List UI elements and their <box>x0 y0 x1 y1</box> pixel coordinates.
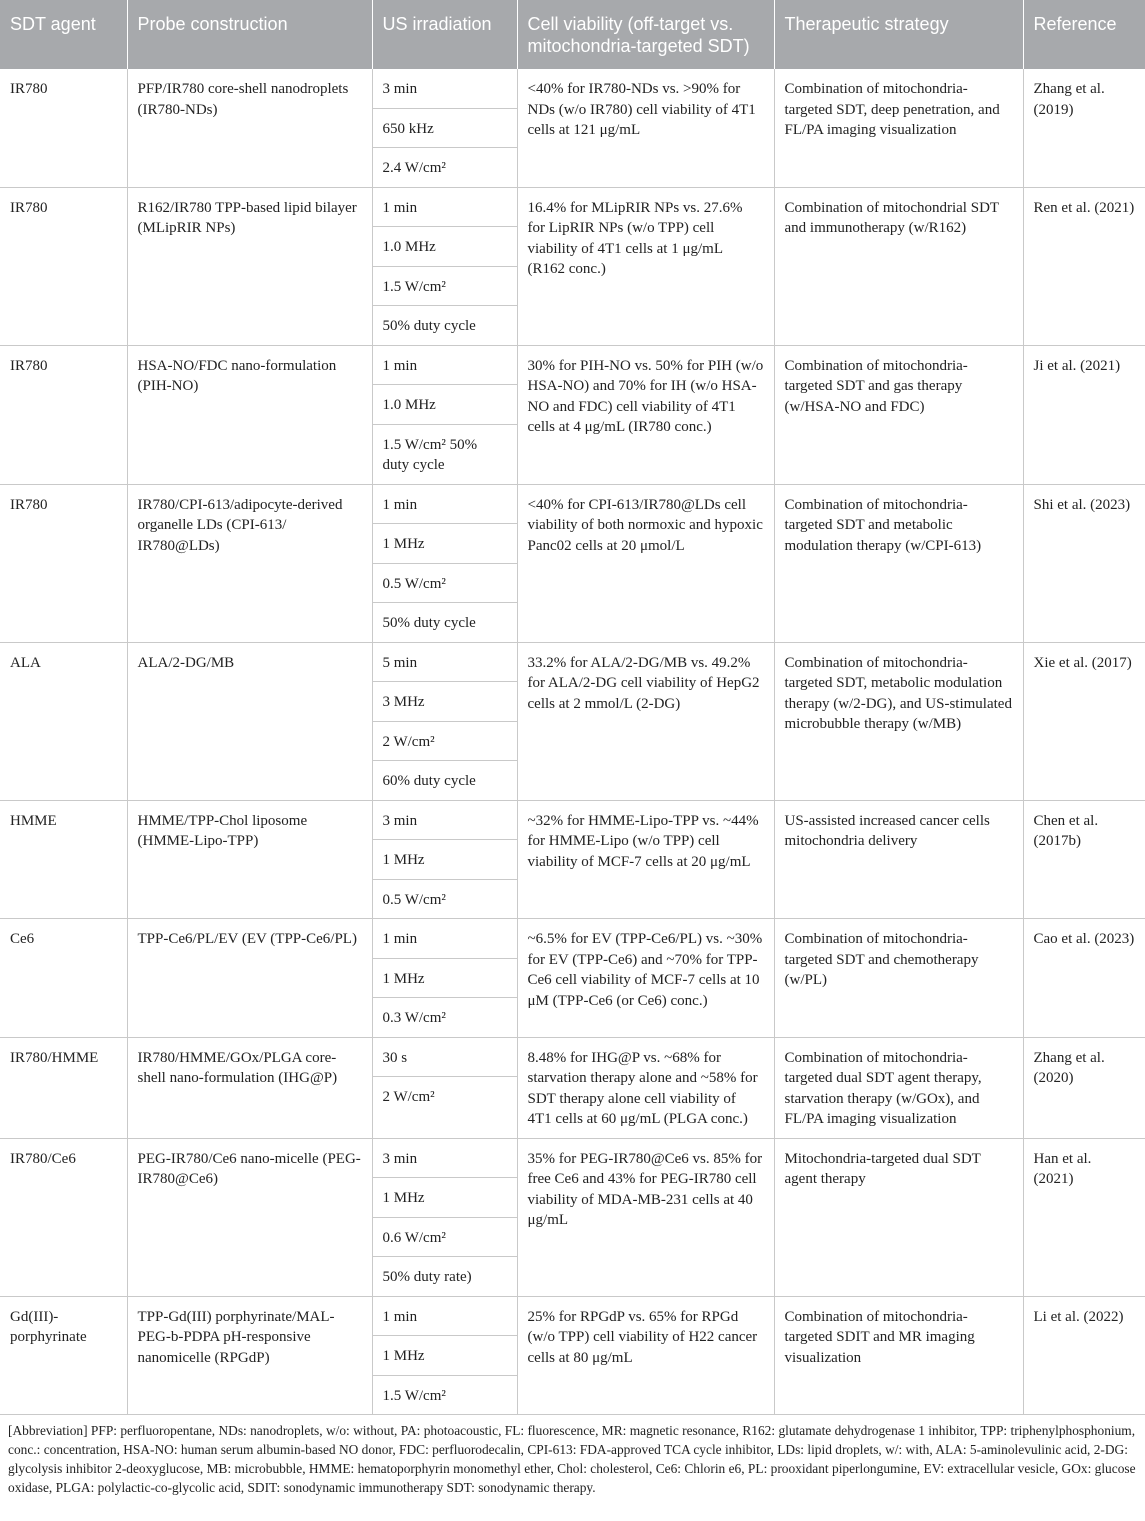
table-row <box>0 187 1145 345</box>
cell-therapeutic-strategy: Combination of mitochondria-targeted SDIT and MR imaging visualization <box>774 1296 1023 1415</box>
cell-us-irradiation <box>372 919 517 1038</box>
cell-sdt-agent: IR780/HMME <box>0 1037 127 1138</box>
cell-reference: Ji et al. (2021) <box>1023 345 1145 484</box>
cell-therapeutic-strategy: Combination of mitochondria-targeted SDT and metabolic modulation therapy (w/CPI-613) <box>774 484 1023 642</box>
us-parameter: 1 MHz <box>373 1336 517 1376</box>
cell-reference: Ren et al. (2021) <box>1023 187 1145 345</box>
cell-cell-viability: 25% for RPGdP vs. 65% for RPGd (w/o TPP) cell viability of H22 cancer cells at 80 μg/mL <box>517 1296 774 1415</box>
us-parameter: 30 s <box>373 1038 517 1078</box>
cell-cell-viability: 8.48% for IHG@P vs. ~68% for starvation therapy alone and ~58% for SDT therapy alone cell viability of 4T1 cells at 60 μg/mL (PLGA conc.) <box>517 1037 774 1138</box>
us-parameter: 1 MHz <box>373 959 517 999</box>
cell-therapeutic-strategy: Combination of mitochondria-targeted SDT, metabolic modulation therapy (w/2-DG), and US-stimulated microbubble therapy (w/MB) <box>774 642 1023 800</box>
cell-reference: Zhang et al. (2019) <box>1023 69 1145 187</box>
header-reference: Reference <box>1023 0 1145 69</box>
us-parameter: 1.0 MHz <box>373 227 517 267</box>
us-parameter: 1 min <box>373 485 517 525</box>
us-parameter: 3 min <box>373 69 517 109</box>
table-row <box>0 1138 1145 1296</box>
cell-reference: Xie et al. (2017) <box>1023 642 1145 800</box>
us-parameter: 50% duty rate) <box>382 1269 472 1285</box>
header-therapeutic-strategy: Therapeutic strategy <box>774 0 1023 69</box>
cell-sdt-agent: IR780/Ce6 <box>0 1138 127 1296</box>
cell-us-irradiation <box>372 642 517 800</box>
header-probe-construction: Probe construction <box>127 0 372 69</box>
cell-us-irradiation <box>372 1296 517 1415</box>
cell-cell-viability: <40% for CPI-613/IR780@LDs cell viability of both normoxic and hypoxic Panc02 cells at 20 μmol/L <box>517 484 774 642</box>
header-us-irradiation: US irradiation <box>372 0 517 69</box>
cell-sdt-agent: Gd(III)-porphyrinate <box>0 1296 127 1415</box>
cell-therapeutic-strategy: Combination of mitochondria-targeted dual SDT agent therapy, starvation therapy (w/GOx), and FL/PA imaging visualization <box>774 1037 1023 1138</box>
cell-sdt-agent: IR780 <box>0 69 127 187</box>
cell-cell-viability: ~32% for HMME-Lipo-TPP vs. ~44% for HMME-Lipo (w/o TPP) cell viability of MCF-7 cells at 20 μg/mL <box>517 800 774 919</box>
table-row <box>0 484 1145 642</box>
table-row <box>0 642 1145 800</box>
cell-us-irradiation <box>372 187 517 345</box>
cell-therapeutic-strategy: Combination of mitochondria-targeted SDT and chemotherapy (w/PL) <box>774 919 1023 1038</box>
cell-sdt-agent: HMME <box>0 800 127 919</box>
cell-sdt-agent: ALA <box>0 642 127 800</box>
cell-probe-construction: TPP-Ce6/PL/EV (EV (TPP-Ce6/PL) <box>127 919 372 1038</box>
cell-cell-viability: 16.4% for MLipRIR NPs vs. 27.6% for LipRIR NPs (w/o TPP) cell viability of 4T1 cells at 1 μg/mL (R162 conc.) <box>517 187 774 345</box>
cell-therapeutic-strategy: Mitochondria-targeted dual SDT agent therapy <box>774 1138 1023 1296</box>
us-parameter: 3 min <box>373 801 517 841</box>
us-parameter: 0.3 W/cm² <box>382 1010 446 1026</box>
us-parameter: 1 min <box>373 346 517 386</box>
table-row <box>0 1296 1145 1415</box>
cell-reference: Shi et al. (2023) <box>1023 484 1145 642</box>
cell-therapeutic-strategy: Combination of mitochondria-targeted SDT, deep penetration, and FL/PA imaging visualization <box>774 69 1023 187</box>
table-row <box>0 345 1145 484</box>
us-parameter: 5 min <box>373 643 517 683</box>
us-parameter: 650 kHz <box>373 109 517 149</box>
table-row <box>0 69 1145 187</box>
us-parameter: 1 MHz <box>373 524 517 564</box>
us-parameter: 1.0 MHz <box>373 385 517 425</box>
us-parameter: 1 MHz <box>373 1178 517 1218</box>
cell-us-irradiation <box>372 484 517 642</box>
us-parameter: 0.5 W/cm² <box>382 891 446 908</box>
cell-therapeutic-strategy: Combination of mitochondria-targeted SDT and gas therapy (w/HSA-NO and FDC) <box>774 345 1023 484</box>
us-parameter: 2.4 W/cm² <box>382 160 446 176</box>
table-row <box>0 1037 1145 1138</box>
abbreviation-footnote: [Abbreviation] PFP: perfluoropentane, NDs: nanodroplets, w/o: without, PA: photoacoustic, FL: fluorescence, MR: magnetic resonance, R162: glutamate dehydrogenase 1 inhibitor, TPP: triphenylphosphonium, conc.: concentration, HSA-NO: human serum albumin-based NO donor, FDC: perfluorodecalin, CPI-613: FDA-approved TCA cycle inhibitor, LDs: lipid droplets, w/: with, ALA: 5-aminolevulinic acid, 2-DG: glycolysis inhibitor 2-deoxyglucose, MB: microbubble, HMME: hematoporphyrin monomethyl ether, Chol: cholesterol, Ce6: Chlorin e6, PL: prooxidant piperlongumine, EV: extracellular vesicle, GOx: glucose oxidase, PLGA: polylactic-co-glycolic acid, SDIT: sonodynamic immunotherapy SDT: sonodynamic therapy. <box>8 1423 1136 1495</box>
us-parameter: 50% duty cycle <box>382 318 476 334</box>
table-header <box>0 0 1145 69</box>
table-row <box>0 919 1145 1038</box>
cell-us-irradiation <box>372 1037 517 1138</box>
cell-cell-viability: <40% for IR780-NDs vs. >90% for NDs (w/o IR780) cell viability of 4T1 cells at 121 μg/mL <box>517 69 774 187</box>
cell-us-irradiation <box>372 69 517 187</box>
cell-reference: Han et al. (2021) <box>1023 1138 1145 1296</box>
cell-probe-construction: PFP/IR780 core-shell nanodroplets (IR780-NDs) <box>127 69 372 187</box>
cell-sdt-agent: IR780 <box>0 345 127 484</box>
cell-us-irradiation <box>372 800 517 919</box>
us-parameter: 1.5 W/cm² <box>382 1387 446 1404</box>
cell-cell-viability: 33.2% for ALA/2-DG/MB vs. 49.2% for ALA/2-DG cell viability of HepG2 cells at 2 mmol/L (2-DG) <box>517 642 774 800</box>
cell-reference: Cao et al. (2023) <box>1023 919 1145 1038</box>
us-parameter: 0.6 W/cm² <box>373 1218 517 1258</box>
us-parameter: 1 MHz <box>373 840 517 880</box>
us-parameter: 60% duty cycle <box>382 773 476 789</box>
cell-cell-viability: 35% for PEG-IR780@Ce6 vs. 85% for free Ce6 and 43% for PEG-IR780 cell viability of MDA-MB-231 cells at 40 μg/mL <box>517 1138 774 1296</box>
cell-us-irradiation <box>372 345 517 484</box>
us-parameter: 1 min <box>373 188 517 228</box>
cell-therapeutic-strategy: US-assisted increased cancer cells mitochondria delivery <box>774 800 1023 919</box>
cell-cell-viability: 30% for PIH-NO vs. 50% for PIH (w/o HSA-NO) and 70% for IH (w/o HSA-NO and FDC) cell viability of 4T1 cells at 4 μg/mL (IR780 conc.) <box>517 345 774 484</box>
cell-reference: Zhang et al. (2020) <box>1023 1037 1145 1138</box>
cell-probe-construction: TPP-Gd(III) porphyrinate/MAL-PEG-b-PDPA pH-responsive nanomicelle (RPGdP) <box>127 1296 372 1415</box>
us-parameter: 1.5 W/cm² 50% duty cycle <box>382 436 478 473</box>
cell-probe-construction: PEG-IR780/Ce6 nano-micelle (PEG-IR780@Ce6) <box>127 1138 372 1296</box>
cell-probe-construction: HMME/TPP-Chol liposome (HMME-Lipo-TPP) <box>127 800 372 919</box>
us-parameter: 50% duty cycle <box>382 615 476 631</box>
cell-reference: Chen et al. (2017b) <box>1023 800 1145 919</box>
cell-us-irradiation <box>372 1138 517 1296</box>
cell-probe-construction: HSA-NO/FDC nano-formulation (PIH-NO) <box>127 345 372 484</box>
us-parameter: 3 MHz <box>373 682 517 722</box>
us-parameter: 2 W/cm² <box>382 1089 435 1105</box>
cell-probe-construction: ALA/2-DG/MB <box>127 642 372 800</box>
cell-probe-construction: R162/IR780 TPP-based lipid bilayer (MLipRIR NPs) <box>127 187 372 345</box>
cell-sdt-agent: IR780 <box>0 187 127 345</box>
header-sdt-agent: SDT agent <box>0 0 127 69</box>
cell-probe-construction: IR780/CPI-613/adipocyte-derived organelle LDs (CPI-613/ IR780@LDs) <box>127 484 372 642</box>
us-parameter: 1.5 W/cm² <box>373 267 517 307</box>
us-parameter: 0.5 W/cm² <box>373 564 517 604</box>
cell-probe-construction: IR780/HMME/GOx/PLGA core-shell nano-formulation (IHG@P) <box>127 1037 372 1138</box>
table-body <box>0 69 1145 1415</box>
us-parameter: 1 min <box>373 1297 517 1337</box>
cell-cell-viability: ~6.5% for EV (TPP-Ce6/PL) vs. ~30% for EV (TPP-Ce6) and ~70% for TPP-Ce6 cell viability of MCF-7 cells at 10 μM (TPP-Ce6 (or Ce6) conc.) <box>517 919 774 1038</box>
table-row <box>0 800 1145 919</box>
us-parameter: 3 min <box>373 1139 517 1179</box>
cell-sdt-agent: Ce6 <box>0 919 127 1038</box>
cell-sdt-agent: IR780 <box>0 484 127 642</box>
header-cell-viability: Cell viability (off-target vs. mitochondria-targeted SDT) <box>517 0 774 69</box>
cell-reference: Li et al. (2022) <box>1023 1296 1145 1415</box>
us-parameter: 1 min <box>373 919 517 959</box>
cell-therapeutic-strategy: Combination of mitochondrial SDT and immunotherapy (w/R162) <box>774 187 1023 345</box>
us-parameter: 2 W/cm² <box>373 722 517 762</box>
